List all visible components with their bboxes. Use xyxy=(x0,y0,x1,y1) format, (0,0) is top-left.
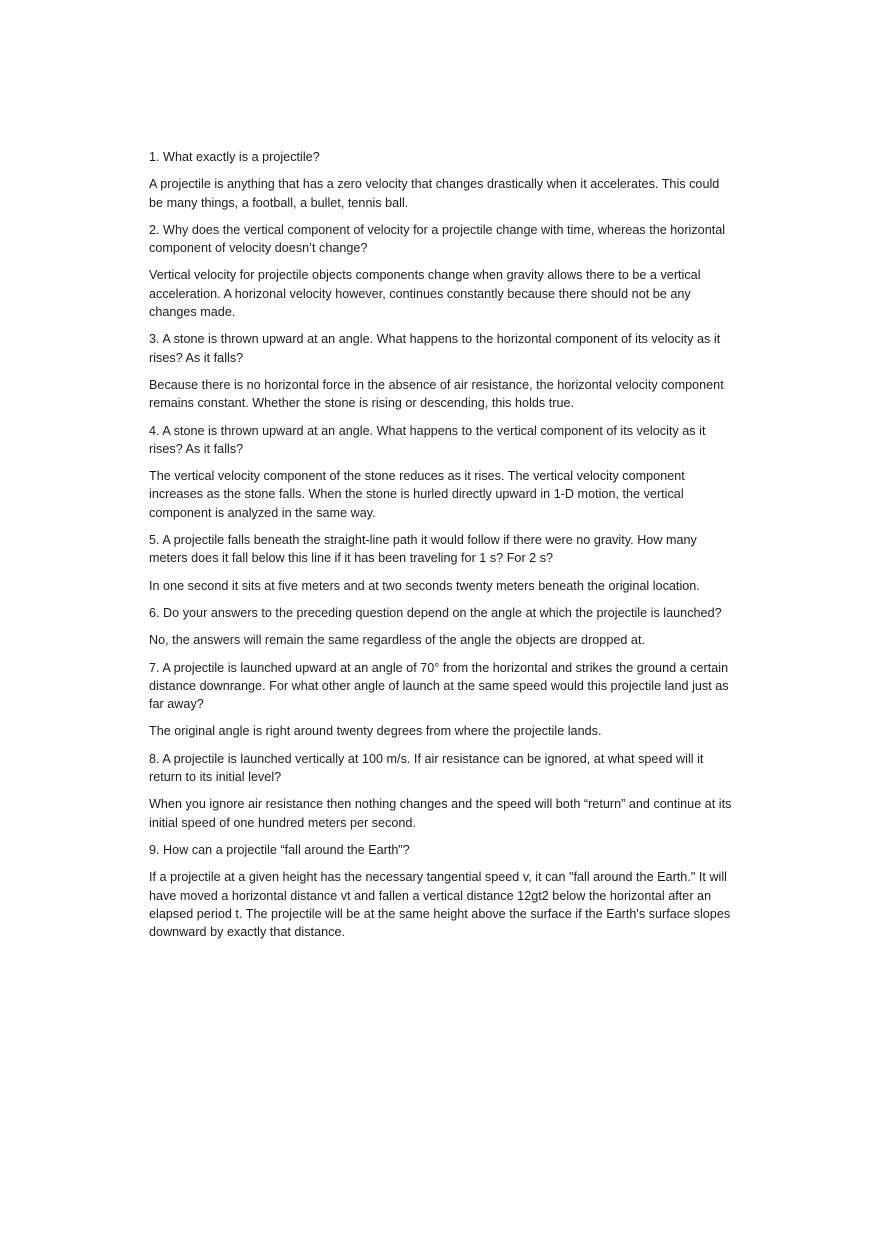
qa-item-1 xyxy=(149,148,733,212)
question-5: 5. A projectile falls beneath the straight-line path it would follow if there were no gravity. How many meters does it fall below this line if it has been traveling for 1 s? For 2 s? xyxy=(149,533,697,566)
question-1: 1. What exactly is a projectile? xyxy=(149,150,320,164)
qa-item-7 xyxy=(149,659,733,741)
answer-9: If a projectile at a given height has the necessary tangential speed v, it can "fall around the Earth." It will have moved a horizontal distance vt and fallen a vertical distance 12gt2 below the horizontal after an elapsed period t. The projectile will be at the same height above the surface if the Earth's surface slopes downward by exactly that distance. xyxy=(149,870,731,940)
qa-item-6 xyxy=(149,604,733,650)
answer-3: Because there is no horizontal force in the absence of air resistance, the horizontal velocity component remains constant. Whether the stone is rising or descending, this holds true. xyxy=(149,377,724,411)
question-4: 4. A stone is thrown upward at an angle. What happens to the vertical component of its velocity as it rises? As it falls? xyxy=(149,423,706,456)
qa-item-3 xyxy=(149,330,733,412)
answer-8: When you ignore air resistance then nothing changes and the speed will both “return” and continue at its initial speed of one hundred meters per second. xyxy=(149,797,732,830)
answer-5: In one second it sits at five meters and at two seconds twenty meters beneath the original location. xyxy=(149,578,700,593)
answer-7: The original angle is right around twenty degrees from where the projectile lands. xyxy=(149,724,602,739)
question-9: 9. How can a projectile “fall around the Earth”? xyxy=(149,842,410,857)
qa-item-8 xyxy=(149,750,733,832)
question-7: 7. A projectile is launched upward at an angle of 70° from the horizontal and strikes the ground a certain distance downrange. For what other angle of launch at the same speed would this projectile land just as far away? xyxy=(149,660,729,712)
answer-6: No, the answers will remain the same regardless of the angle the objects are dropped at. xyxy=(149,633,645,648)
answer-4: The vertical velocity component of the stone reduces as it rises. The vertical velocity component increases as the stone falls. When the stone is hurled directly upward in 1-D motion, the vertical component is analyzed in the same way. xyxy=(149,469,685,520)
qa-item-4 xyxy=(149,422,733,522)
question-2: 2. Why does the vertical component of velocity for a projectile change with time, whereas the horizontal component of velocity doesn’t change? xyxy=(149,222,726,256)
answer-2: Vertical velocity for projectile objects components change when gravity allows there to be a vertical acceleration. A horizonal velocity however, continues constantly because there should not be any changes made. xyxy=(149,268,701,320)
answer-1: A projectile is anything that has a zero velocity that changes drastically when it accelerates. This could be many things, a football, a bullet, tennis ball. xyxy=(149,177,720,210)
question-3: 3. A stone is thrown upward at an angle. What happens to the horizontal component of its velocity as it rises? As it falls? xyxy=(149,332,721,365)
qa-item-2 xyxy=(149,221,733,321)
question-8: 8. A projectile is launched vertically at 100 m/s. If air resistance can be ignored, at what speed will it return to its initial level? xyxy=(149,751,704,785)
document-body xyxy=(149,148,733,950)
qa-item-9 xyxy=(149,841,733,941)
question-6: 6. Do your answers to the preceding question depend on the angle at which the projectile is launched? xyxy=(149,605,722,620)
qa-item-5 xyxy=(149,531,733,595)
